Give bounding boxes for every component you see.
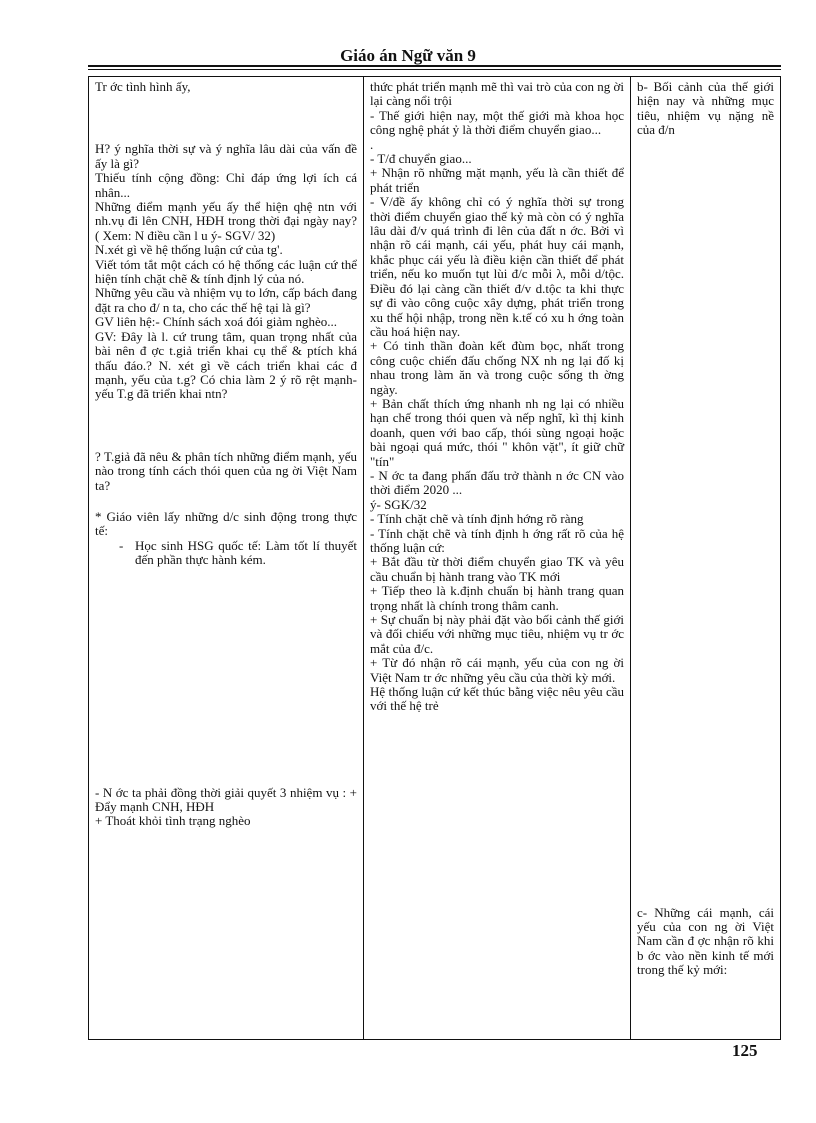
lesson-table [88,76,781,1040]
col2-paragraph: + Sự chuẩn bị này phải đặt vào bối cảnh thế giới và đối chiếu với những mục tiêu, nhiệm vụ tr ớc mắt của đ/c. [370,612,624,656]
col1-task-paragraph: - N ớc ta phải đồng thời giải quyết 3 nhiệm vụ : + Đẩy mạnh CNH, HĐH [95,784,357,814]
col3-section-c: c- Những cái mạnh, cái yếu của con ng ời Việt Nam cần đ ợc nhận rõ khi b ớc vào nền kinh tế mới trong thế kỷ mới: [637,904,774,978]
col2-paragraph: . [370,136,374,152]
page-number: 125 [732,1041,758,1060]
header-rule-thick [88,65,781,67]
col2-paragraph: Hệ thống luận cứ kết thúc bằng việc nêu yêu cầu với thế hệ trẻ [370,684,624,714]
col1-question: Thiếu tính cộng đồng: Chỉ đáp ứng lợi ích cá nhân... [95,170,357,200]
col2-paragraph: ý- SGK/32 [370,496,427,512]
col1-question: H? ý nghĩa thời sự và ý nghĩa lâu dài của vấn đề ấy là gì? [95,141,357,171]
col1-teacher-note: * Giáo viên lấy những d/c sinh động trong thực tế: [95,508,357,539]
col1-question: Những yêu cầu và nhiệm vụ to lớn, cấp bách đang đặt ra cho đ/ n ta, cho các thế hệ tại là gì? [95,285,357,315]
col2-paragraph: + Bắt đầu từ thời điểm chuyển giao TK và yêu cầu chuẩn bị hành trang vào TK mới [370,554,624,584]
col2-paragraph: - N ớc ta đang phấn đấu trở thành n ớc CN vào thời điểm 2020 ... [370,467,624,498]
notes-column [631,77,781,1040]
header-rule-thin [88,69,781,70]
col1-paragraph: Tr ớc tình hình ấy, [95,79,191,94]
col2-paragraph: - T/đ chuyển giao... [370,151,472,167]
teacher-activity-column [89,77,364,1040]
content-column [364,77,631,1040]
col1-question: GV: Đây là l. cứ trung tâm, quan trọng nhất của bài nên đ ợc t.giả triển khai cụ thể & ptích khá thấu đáo.? N. xét gì về cách triển khai các đ mạnh, yếu của t.g? Có chia làm 2 ý rõ rệt mạnh- yếu T.g đã triển khai ntn? [95,328,357,402]
table-row [89,77,781,1040]
col2-paragraph: - Thế giới hiện nay, một thế giới mà khoa học công nghệ phát ỷ là thời điểm chuyển giao... [370,107,624,138]
list-item: - Học sinh HSG quốc tế: Làm tốt lí thuyết đến phần thực hành kém. [135,539,357,568]
col1-question: GV liên hệ:- Chính sách xoá đói giảm nghèo... [95,314,338,330]
col2-paragraph: + Có tinh thần đoàn kết đùm bọc, nhất trong công cuộc chiến đấu chống NX nh ng lại đố kị nhau trong làm ăn và trong cuộc sống th ờng ngày. [370,338,624,397]
col2-paragraph: + Bản chất thích ứng nhanh nh ng lại có nhiều hạn chế trong thói quen và nếp nghĩ, kì thị kinh doanh, quen với bao cấp, thói sùng ngoại hoặc bài ngoại quá mức, thói " khôn vặt", ít giữ chữ "tín" [370,395,624,469]
col1-question: Những điểm mạnh yếu ấy thể hiện qhệ ntn với nh.vụ đi lên CNH, HĐH trong thời đại ngày nay? ( Xem: N điều cần l u ý- SGV/ 32) [95,199,357,243]
col1-task-paragraph: + Thoát khỏi tình trạng nghèo [95,813,251,829]
col1-question: N.xét gì về hệ thống luận cứ của tg'. [95,242,283,258]
page-header-title: Giáo án Ngữ văn 9 [340,46,476,65]
col1-question: Viết tóm tắt một cách có hệ thống các luận cứ thể hiện tính chặt chẽ & tính định lý của nó. [95,256,357,287]
col2-paragraph: - Tính chặt chẽ và tính định hớng rõ ràng [370,511,584,527]
col2-paragraph: - Tính chặt chẽ và tính định h ớng rất rõ của hệ thống luận cứ: [370,525,624,555]
col2-paragraph: + Tiếp theo là k.định chuẩn bị hành trang quan trọng nhất là chính trong thâm canh. [370,583,624,613]
col1-example-list [95,539,357,568]
col3-section-b: b- Bối cảnh của thế giới hiện nay và những mục tiêu, nhiệm vụ nặng nề của đ/n [637,79,774,138]
col2-paragraph: - V/đề ấy không chỉ có ý nghĩa thời sự trong thời điểm chuyển giao thế kỷ mà còn có ý nghĩa lâu dài đ/v quá trình đi lên của đất n ớc. Bởi vì nhận rõ cái mạnh, cái yếu, phát huy cái mạnh, khắc phục cái yếu là điều kiện cần thiết để phát triển, nếu ko muốn tụt lùi đ/c mỗi λ, mỗi d/tộc. Điều đó lại càng cần thiết đ/v d.tộc ta khi thực sự đi vào công cuộc xây dựng, phát triển trong xu thế hội nhập, trong nền k.tế có xu h ớng toàn cầu hoá hiện nay. [370,194,624,339]
col2-paragraph: thức phát triển mạnh mẽ thì vai trò của con ng ời lại càng nổi trội [370,79,624,109]
col2-paragraph: + Nhận rõ những mặt mạnh, yếu là cần thiết để phát triển [370,165,624,195]
col2-paragraph: + Từ đó nhận rõ cái mạnh, yếu của con ng ời Việt Nam tr ớc những yêu cầu của thời kỳ mới. [370,655,624,685]
col1-analysis-question: ? T.giả đã nêu & phân tích những điểm mạnh, yếu nào trong tính cách thói quen của ng ời Việt Nam ta? [95,448,357,493]
